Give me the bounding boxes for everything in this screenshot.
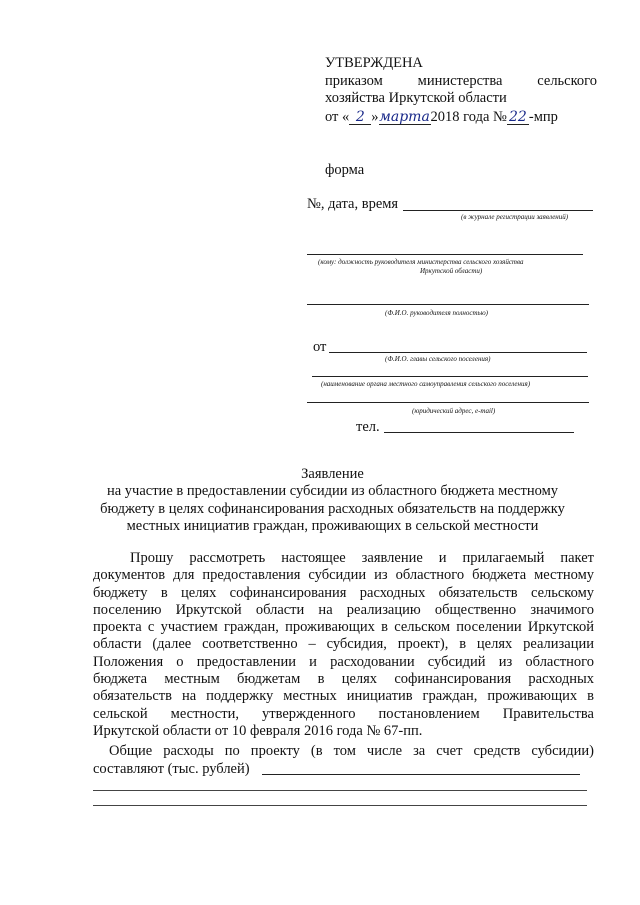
approval-word-1: приказом [325, 73, 383, 89]
to-caption-2: Иркутской области) [420, 267, 483, 275]
body-line: проекта с участием граждан, проживающих в сельском поселении Иркутской [93, 619, 594, 636]
body-line: обязательств на поддержку местных инициатив граждан, проживающих в [93, 688, 594, 705]
head-fio-line [307, 304, 589, 305]
approval-month: марта [379, 109, 430, 125]
body-line: бюджета местным бюджетам в целях софинансирования расходных [93, 671, 594, 688]
chief-fio-line [329, 352, 587, 353]
body-line: области (далее соответственно – субсидия, проект), в целях реализации [93, 636, 594, 653]
to-caption-1: (кому: должность руководителя министерства сельского хозяйства [318, 258, 524, 266]
approval-line-3 [325, 109, 558, 126]
approval-suffix: -мпр [528, 109, 558, 125]
journal-caption: (в журнале регистрации заявлений) [461, 213, 569, 221]
expenses-line: Общие расходы по проекту (в том числе за счет средств субсидии) [109, 743, 594, 759]
body-line: Положения о предоставлении и расходовании субсидий из областного [93, 653, 594, 670]
approval-line-1 [325, 73, 597, 90]
chief-fio-caption: (Ф.И.О. главы сельского поселения) [385, 355, 491, 363]
approval-word-3: сельского [537, 73, 597, 89]
expenses-label: составляют (тыс. рублей) [93, 761, 250, 777]
approval-line-2: хозяйства Иркутской области [325, 90, 507, 106]
org-line [312, 376, 588, 377]
address-line [307, 402, 589, 403]
application-subtitle-1: на участие в предоставлении субсидии из областного бюджета местному [106, 483, 558, 499]
expenses-extra-line-1 [93, 790, 587, 791]
body-line: поселению Иркутской области на реализацию общественно значимого [93, 601, 594, 618]
body-line: документов для предоставления субсидии из областного бюджета местному [93, 567, 594, 584]
application-title: Заявление [301, 466, 364, 482]
approval-title: УТВЕРЖДЕНА [325, 55, 423, 71]
body-last-line: Иркутской области от 10 февраля 2016 года № 67-пп. [93, 722, 423, 739]
form-label: форма [325, 162, 365, 178]
approval-word-2: министерства [417, 73, 503, 89]
approval-number: 22 [507, 110, 529, 125]
body-line: Прошу рассмотреть настоящее заявление и прилагаемый пакет [130, 550, 594, 566]
tel-line [384, 432, 574, 433]
body-paragraph [93, 550, 594, 740]
head-fio-caption: (Ф.И.О. руководителя полностью) [385, 309, 488, 317]
approval-year: 2018 года № [430, 109, 507, 125]
expenses-amount-line [262, 774, 580, 775]
number-date-time-label: №, дата, время [307, 196, 399, 212]
address-caption: (юридический адрес, e-mail) [412, 407, 496, 415]
number-date-time-line [403, 210, 593, 211]
approval-day: 2 [349, 110, 371, 125]
body-line: сельской местности, утвержденного постановлением Правительства [93, 705, 594, 722]
application-subtitle-2: бюджету в целях софинансирования расходных обязательств на поддержку [100, 501, 565, 517]
approval-close-quote: » [371, 109, 379, 125]
expenses-extra-line-2 [93, 805, 587, 806]
to-line [307, 254, 583, 255]
body-line: бюджету в целях софинансирования расходных обязательств сельскому [93, 584, 594, 601]
approval-ot: от « [325, 109, 350, 125]
from-label: от [313, 339, 327, 355]
tel-label: тел. [356, 419, 380, 435]
application-subtitle-3: местных инициатив граждан, проживающих в сельской местности [126, 518, 539, 534]
org-caption: (наименование органа местного самоуправления сельского поселения) [321, 380, 531, 388]
